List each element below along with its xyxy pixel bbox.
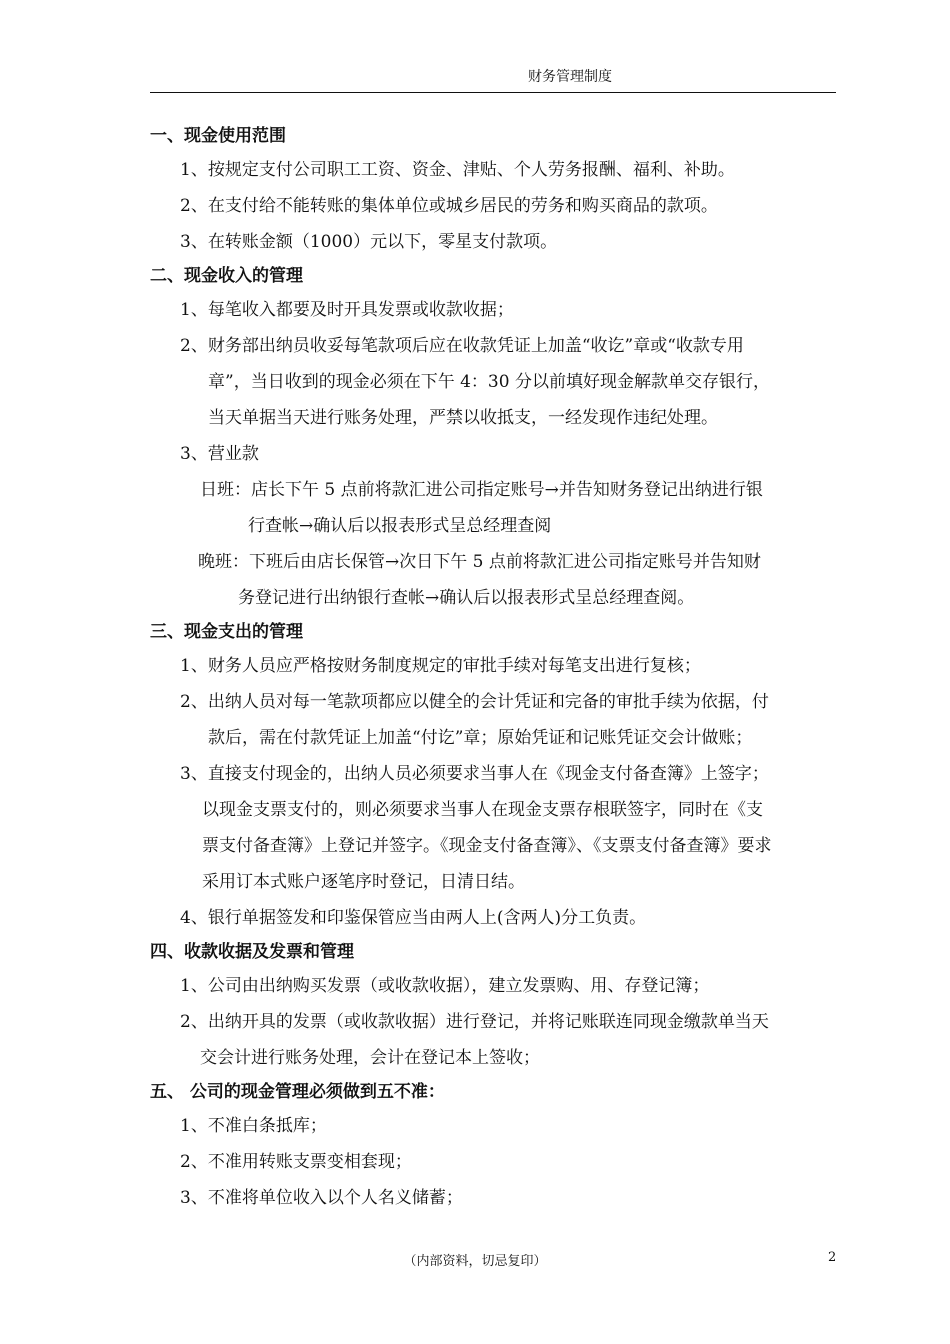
paragraph-line: 3、直接支付现金的，出纳人员必须要求当事人在《现金支付备查簿》上签字； [180, 764, 769, 784]
paragraph-line: 行查帐→确认后以报表形式呈总经理查阅 [248, 516, 552, 536]
paragraph-line: 1、财务人员应严格按财务制度规定的审批手续对每笔支出进行复核； [180, 656, 701, 676]
paragraph-line: 3、营业款 [180, 444, 259, 464]
paragraph-line: 2、在支付给不能转账的集体单位或城乡居民的劳务和购买商品的款项。 [180, 196, 718, 216]
paragraph-line: 3、不准将单位收入以个人名义储蓄； [180, 1188, 463, 1208]
paragraph-line: 以现金支票支付的，则必须要求当事人在现金支票存根联签字，同时在《支 [202, 800, 763, 820]
section-heading: 三、现金支出的管理 [150, 622, 303, 642]
section-heading: 二、现金收入的管理 [150, 266, 303, 286]
paragraph-line: 晚班：下班后由店长保管→次日下午 5 点前将款汇进公司指定账号并告知财 [198, 552, 761, 572]
paragraph-line: 2、出纳开具的发票（或收款收据）进行登记，并将记账联连同现金缴款单当天 [180, 1012, 769, 1032]
paragraph-line: 1、公司由出纳购买发票（或收款收据），建立发票购、用、存登记簿； [180, 976, 710, 996]
section-heading: 一、现金使用范围 [150, 126, 286, 146]
section-heading: 四、收款收据及发票和管理 [150, 942, 354, 962]
paragraph-line: 3、在转账金额（1000）元以下，零星支付款项。 [180, 232, 558, 252]
paragraph-line: 1、每笔收入都要及时开具发票或收款收据； [180, 300, 514, 320]
paragraph-line: 2、出纳人员对每一笔款项都应以健全的会计凭证和完备的审批手续为依据，付 [180, 692, 769, 712]
paragraph-line: 2、不准用转账支票变相套现； [180, 1152, 412, 1172]
paragraph-line: 日班：店长下午 5 点前将款汇进公司指定账号→并告知财务登记出纳进行银 [200, 480, 763, 500]
paragraph-line: 1、按规定支付公司职工工资、资金、津贴、个人劳务报酬、福利、补助。 [180, 160, 735, 180]
header-rule [150, 92, 836, 93]
paragraph-line: 采用订本式账户逐笔序时登记，日清日结。 [202, 872, 525, 892]
paragraph-line: 款后，需在付款凭证上加盖“付讫”章；原始凭证和记账凭证交会计做账； [208, 728, 753, 748]
paragraph-line: 2、财务部出纳员收妥每笔款项后应在收款凭证上加盖“收讫”章或“收款专用 [180, 336, 744, 356]
paragraph-line: 票支付备查簿》上登记并签字。《现金支付备查簿》、《支票支付备查簿》要求 [202, 836, 772, 856]
paragraph-line: 当天单据当天进行账务处理，严禁以收抵支，一经发现作违纪处理。 [208, 408, 718, 428]
paragraph-line: 1、不准白条抵库； [180, 1116, 327, 1136]
paragraph-line: 交会计进行账务处理，会计在登记本上签收； [200, 1048, 540, 1068]
paragraph-line: 务登记进行出纳银行查帐→确认后以报表形式呈总经理查阅。 [238, 588, 695, 608]
section-heading: 五、 公司的现金管理必须做到五不准： [150, 1082, 445, 1102]
paragraph-line: 4、银行单据签发和印鉴保管应当由两人上(含两人)分工负责。 [180, 908, 647, 928]
footer-confidential-note: （内部资料，切忌复印） [403, 1254, 547, 1269]
page-header-title: 财务管理制度 [528, 69, 612, 85]
paragraph-line: 章”，当日收到的现金必须在下午 4：30 分以前填好现金解款单交存银行， [208, 372, 770, 392]
page-number: 2 [828, 1250, 837, 1265]
